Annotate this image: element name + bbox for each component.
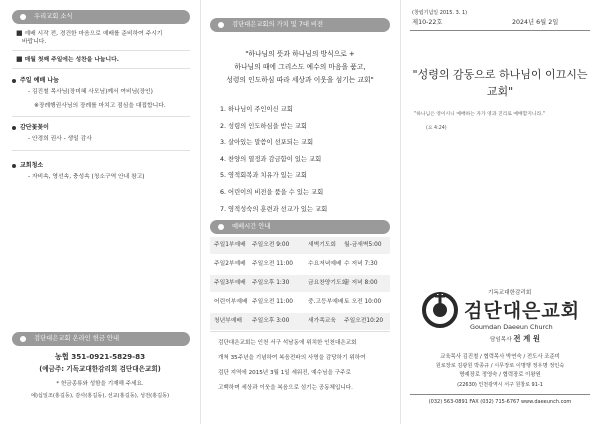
vision-item: 2. 성령의 인도하심을 받는 교회 [220, 122, 308, 130]
quote-line-3: 성령의 인도하심 따라 세상과 이웃을 섬기는 교회" [226, 76, 374, 84]
intro-line: 검단대은교회는 인천 서구 석남동에 위치한 인천대은교회 [218, 340, 357, 346]
bullet-icon [20, 336, 26, 342]
divider [410, 30, 590, 31]
bullet-icon [218, 224, 224, 230]
section-sunday-title [12, 75, 59, 84]
divider [12, 116, 190, 117]
worship-time: 주일오전 11:00 [252, 261, 293, 267]
vision-item: 4. 찬양의 열정과 감금함이 있는 교회 [220, 155, 322, 163]
worship-name: 어린이부예배 [214, 299, 248, 305]
worship-title: 예배시간 안내 [232, 223, 271, 230]
scripture-verse: "하나님은 영이시니 예배하는 자가 영과 진리로 예배할지니라." [414, 112, 545, 117]
scripture-ref: (요 4:24) [426, 126, 447, 131]
church-motto: "성령의 감동으로 하나님이 이끄시는 교회" [412, 68, 588, 98]
worship-time-2: 토 오전 10:00 [344, 299, 382, 305]
bullet-icon [20, 14, 26, 20]
church-value-quote [212, 48, 388, 87]
church-news-header [12, 10, 190, 24]
staff-line: 명예장로 정영숙 / 협력장로 이왕원 [459, 372, 541, 378]
church-logo [420, 292, 460, 328]
vision-title: 검단대은교회의 가치 및 7대 비전 [232, 21, 324, 28]
section-sunday-item2: ※장례행권사님의 장례를 마치고 점심을 대접합니다. [34, 103, 166, 109]
pastor-label-text: 담임목사 [490, 337, 512, 343]
church-name-en: Goumdan Daeeun Church [470, 323, 553, 331]
worship-time-2: 월-금새벽5:00 [344, 242, 382, 248]
divider [210, 331, 390, 332]
church-news-title: 우리교회 소식 [34, 13, 73, 20]
account-holder: (예금주: 기독교대한감리회 검단대은교회) [39, 365, 161, 373]
divider [410, 394, 590, 395]
bullet-icon [218, 22, 224, 28]
issue-number: 제10-22호 [412, 19, 443, 26]
vision-item: 7. 영적성숙의 훈련과 선교가 있는 교회 [220, 205, 328, 213]
staff-line: 원로장로 김광원 박종규 / 시무장로 이명행 정우명 정인숙 [435, 363, 565, 369]
founding-date: (창립기념일 2015. 3. 1) [412, 10, 468, 16]
divider [12, 68, 190, 69]
worship-header [210, 220, 390, 234]
notice-1-line1: 예배 시작 전, 경건한 마음으로 예배를 준비하여 주시기 [24, 31, 163, 37]
intro-line: 고백하며 세상과 이웃을 복음으로 섬기는 공동체입니다. [218, 385, 353, 391]
left-panel [0, 0, 200, 424]
section-sunday-item1-text: 김진철 목사님(장미혜 사모님)께서 여비님(장인) [31, 89, 153, 95]
worship-time-2: 금 저녁 8:00 [344, 280, 378, 286]
section-flower-label: 감단꽃꽂이 [20, 124, 49, 131]
middle-panel [200, 0, 400, 424]
notice-1: ■ 예배 시작 전, 경건한 마음으로 예배를 준비하여 주시기 [16, 29, 163, 37]
bank-account: 농협 351-0921-5829-83 [54, 352, 146, 361]
section-clean-item1: - 자비속, 영선속, 충성속 (청소구역 안내 참고) [28, 174, 145, 180]
offering-title: 검단대은교회 온라인 헌금 안내 [34, 335, 120, 342]
section-sunday-item1: - 김진철 목사님(장미혜 사모님)께서 여비님(장인) [28, 89, 153, 95]
worship-time: 주일오전 11:00 [252, 299, 293, 305]
offering-header [12, 332, 190, 346]
section-flower-title [12, 122, 49, 131]
denomination: 기독교대한감리회 [488, 290, 532, 296]
worship-time-2: 수 저녁 7:30 [344, 261, 378, 267]
worship-time: 주일오후 1:30 [252, 280, 290, 286]
section-clean-title [12, 160, 43, 169]
section-clean-item1-text: 자비속, 영선속, 충성속 (청소구역 안내 참고) [31, 174, 145, 180]
vision-header [210, 18, 390, 32]
quote-line-1: "하나님의 뜻과 하나님의 방식으로 + [245, 50, 355, 58]
vision-item: 1. 하나님이 주인이신 교회 [220, 106, 293, 113]
table-row [210, 256, 390, 273]
section-flower-item1: - 안경희 권사 - 생일 감사 [28, 136, 92, 142]
worship-name-2: 새벽기도회 [308, 242, 336, 248]
church-name: 검단대은교회 [464, 300, 581, 322]
divider [12, 150, 190, 151]
bullet-icon [12, 126, 16, 130]
worship-name: 주일1부예배 [214, 242, 246, 248]
section-sunday-label: 주일 예배 나눔 [20, 77, 59, 84]
notice-1-line2: 바랍니다. [22, 39, 47, 45]
bullet-icon [12, 79, 16, 83]
quote-line-2: 하나님의 때에 그리스도 예수의 마음을 품고, [234, 63, 366, 71]
vision-item: 3. 살아있는 말씀이 선포되는 교회 [220, 139, 314, 147]
worship-time: 주일오전 9:00 [252, 242, 290, 248]
vision-item: 6. 어린이의 비전을 품을 수 있는 교회 [220, 188, 324, 196]
worship-name-2: 새가족교육 [308, 318, 336, 324]
worship-name: 주일2부예배 [214, 261, 246, 267]
section-clean-label: 교회청소 [20, 162, 44, 169]
table-row [210, 237, 390, 254]
offering-example: 예)십일조(홍길동), 감사(홍길동), 선교(홍길동), 성전(홍길동) [30, 393, 170, 399]
table-row [210, 313, 390, 330]
pastor-name: 전 계 원 [513, 334, 540, 343]
worship-name-2: 중.고등부예배 [308, 299, 344, 305]
worship-name-2: 수요저녁예배 [308, 261, 342, 267]
intro-line: 검단 지역에 2015년 3월 1일 세워진, 예수님을 구주로 [218, 370, 351, 376]
worship-time-2: 주일오전10:20 [344, 318, 384, 324]
offering-note: * 헌금종류와 성함을 기재해 주세요. [56, 381, 144, 387]
vision-list [220, 102, 327, 218]
table-row [210, 294, 390, 311]
section-flower-item1-text: 안경희 권사 - 생일 감사 [31, 136, 92, 142]
intro-line: 개척 35주년을 기념하여 복음전파의 사명을 감당하기 위하여 [218, 355, 366, 361]
bullet-icon [12, 164, 16, 168]
notice-2-text: 매월 첫째 주일에는 성찬을 나눕니다. [24, 57, 119, 63]
cover-panel [400, 0, 600, 424]
worship-name: 주일3부예배 [214, 280, 246, 286]
issue-date: 2024년 6월 2일 [512, 19, 559, 26]
staff-line: 교육목사 김진철 / 협력목사 박연숙 / 전도사 조준미 [440, 354, 560, 360]
worship-name: 청년부예배 [214, 318, 242, 324]
church-address: (22630) 인천광역시 서구 원창로 91-1 [457, 382, 543, 388]
pastor-label [490, 334, 540, 345]
church-logo-icon [420, 292, 460, 328]
church-intro [218, 336, 390, 396]
vision-item: 5. 영적회복과 치유가 있는 교회 [220, 172, 308, 180]
table-row [210, 275, 390, 292]
divider [12, 50, 190, 51]
worship-time: 주일오후 3:00 [252, 318, 290, 324]
worship-name-2: 금요찬양기도회 [308, 280, 348, 286]
notice-2: ■ 매월 첫째 주일에는 성찬을 나눕니다. [16, 55, 119, 63]
contact-info: (032) 563-0891 FAX (032) 715-6767 www.daeeunch.com [428, 399, 572, 405]
